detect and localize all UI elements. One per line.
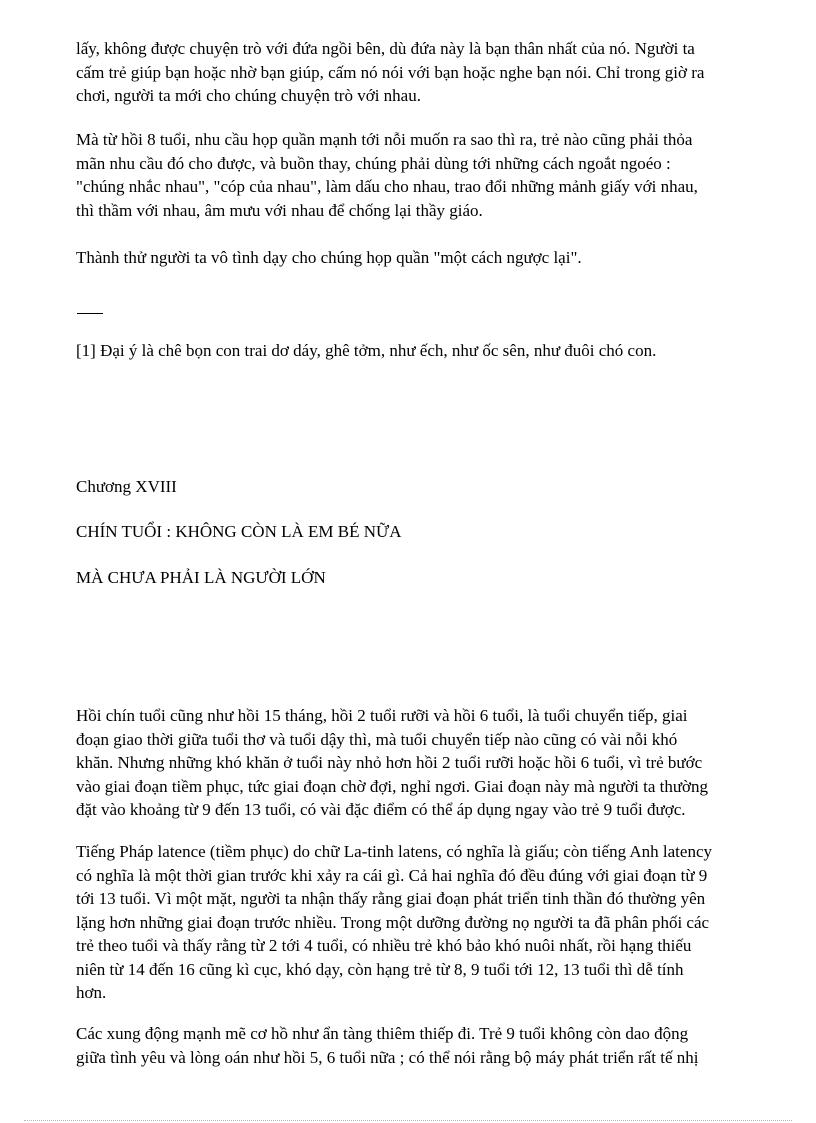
text-line: cấm trẻ giúp bạn hoặc nhờ bạn giúp, cấm nó nói với bạn hoặc nghe bạn nói. Chỉ trong giờ ra <box>76 62 705 82</box>
text-line: khăn. Nhưng những khó khăn ở tuổi này nhỏ hơn hồi 2 tuổi rưỡi hoặc hồi 6 tuổi, vì trẻ bước <box>76 753 703 772</box>
text-line: đặt vào khoảng từ 9 đến 13 tuổi, có vài đặc điểm có thể áp dụng ngay vào trẻ 9 tuổi được. <box>76 800 686 819</box>
text-line: hơn. <box>76 983 107 1002</box>
paragraph-latency <box>76 840 776 1005</box>
paragraph-group-need <box>76 128 776 222</box>
text-line: thì thầm với nhau, âm mưu với nhau để chống lại thầy giáo. <box>76 200 483 220</box>
text-line: lặng hơn những giai đoạn trước nhiều. Trong một dưỡng đường nọ người ta đã phân phối các <box>76 912 710 932</box>
footnote-text <box>76 339 776 363</box>
text-line: [1] Đại ý là chê bọn con trai dơ dáy, ghê tởm, như ếch, như ốc sên, như đuôi chó con. <box>76 341 657 360</box>
paragraph-school-rules <box>76 37 776 108</box>
text-line: có nghĩa là một thời gian trước khi xảy ra cái gì. Cả hai nghĩa đó đều đúng với giai đoạn từ 9 <box>76 865 708 885</box>
text-line: trẻ theo tuổi và thấy rằng từ 2 tới 4 tuổi, có nhiều trẻ khó bảo khó nuôi nhất, rồi hạng thiếu <box>76 936 692 955</box>
text-line: đoạn giao thời giữa tuổi thơ và tuổi dậy thì, mà tuổi chuyển tiếp nào cũng có vài nỗi khó <box>76 729 678 749</box>
text-line: tới 13 tuổi. Vì một mặt, người ta nhận thấy rằng giai đoạn phát triển tinh thần đó thường yên <box>76 889 706 908</box>
chapter-title-line-1: CHÍN TUỔI : KHÔNG CÒN LÀ EM BÉ NỮA <box>76 522 402 541</box>
text-line: Mà từ hồi 8 tuổi, nhu cầu họp quần mạnh tới nỗi muốn ra sao thì ra, trẻ nào cũng phải thỏa <box>76 130 693 149</box>
text-line: mãn nhu cầu đó cho được, và buồn thay, chúng phải dùng tới những cách ngoắt ngoéo : <box>76 153 671 173</box>
paragraph-age-nine-intro <box>76 704 776 822</box>
text-line: niên từ 14 đến 16 cũng kì cục, khó dạy, còn hạng trẻ từ 8, 9 tuổi tới 12, 13 tuổi thì dễ tính <box>76 959 684 979</box>
text-line: Tiếng Pháp latence (tiềm phục) do chữ La-tinh latens, có nghĩa là giấu; còn tiếng Anh latency <box>76 842 712 861</box>
text-line: vào giai đoạn tiềm phục, tức giai đoạn chờ đợi, nghỉ ngơi. Giai đoạn này mà người ta thường <box>76 776 709 796</box>
text-line: giữa tình yêu và lòng oán như hồi 5, 6 tuổi nữa ; có thể nói rằng bộ máy phát triển rất tế nhị <box>76 1047 699 1067</box>
paragraph-impulses <box>76 1022 776 1069</box>
footnote-divider <box>77 313 103 314</box>
paragraph-conclusion <box>76 246 776 270</box>
text-line: Các xung động mạnh mẽ cơ hồ như ẩn tàng thiêm thiếp đi. Trẻ 9 tuổi không còn dao động <box>76 1024 689 1043</box>
page-bottom-edge <box>24 1120 792 1121</box>
text-line: lấy, không được chuyện trò với đứa ngồi bên, dù đứa này là bạn thân nhất của nó. Người ta <box>76 39 695 58</box>
text-line: Hồi chín tuổi cũng như hồi 15 tháng, hồi 2 tuổi rưỡi và hồi 6 tuổi, là tuổi chuyển tiếp, giai <box>76 706 688 725</box>
text-line: Thành thử người ta vô tình dạy cho chúng họp quần "một cách ngược lại". <box>76 248 582 267</box>
text-line: "chúng nhắc nhau", "cóp của nhau", làm dấu cho nhau, trao đổi những mảnh giấy với nhau, <box>76 177 698 196</box>
chapter-label: Chương XVIII <box>76 477 177 496</box>
text-line: chơi, người ta mới cho chúng chuyện trò với nhau. <box>76 86 421 105</box>
chapter-title-line-2: MÀ CHƯA PHẢI LÀ NGƯỜI LỚN <box>76 568 326 587</box>
